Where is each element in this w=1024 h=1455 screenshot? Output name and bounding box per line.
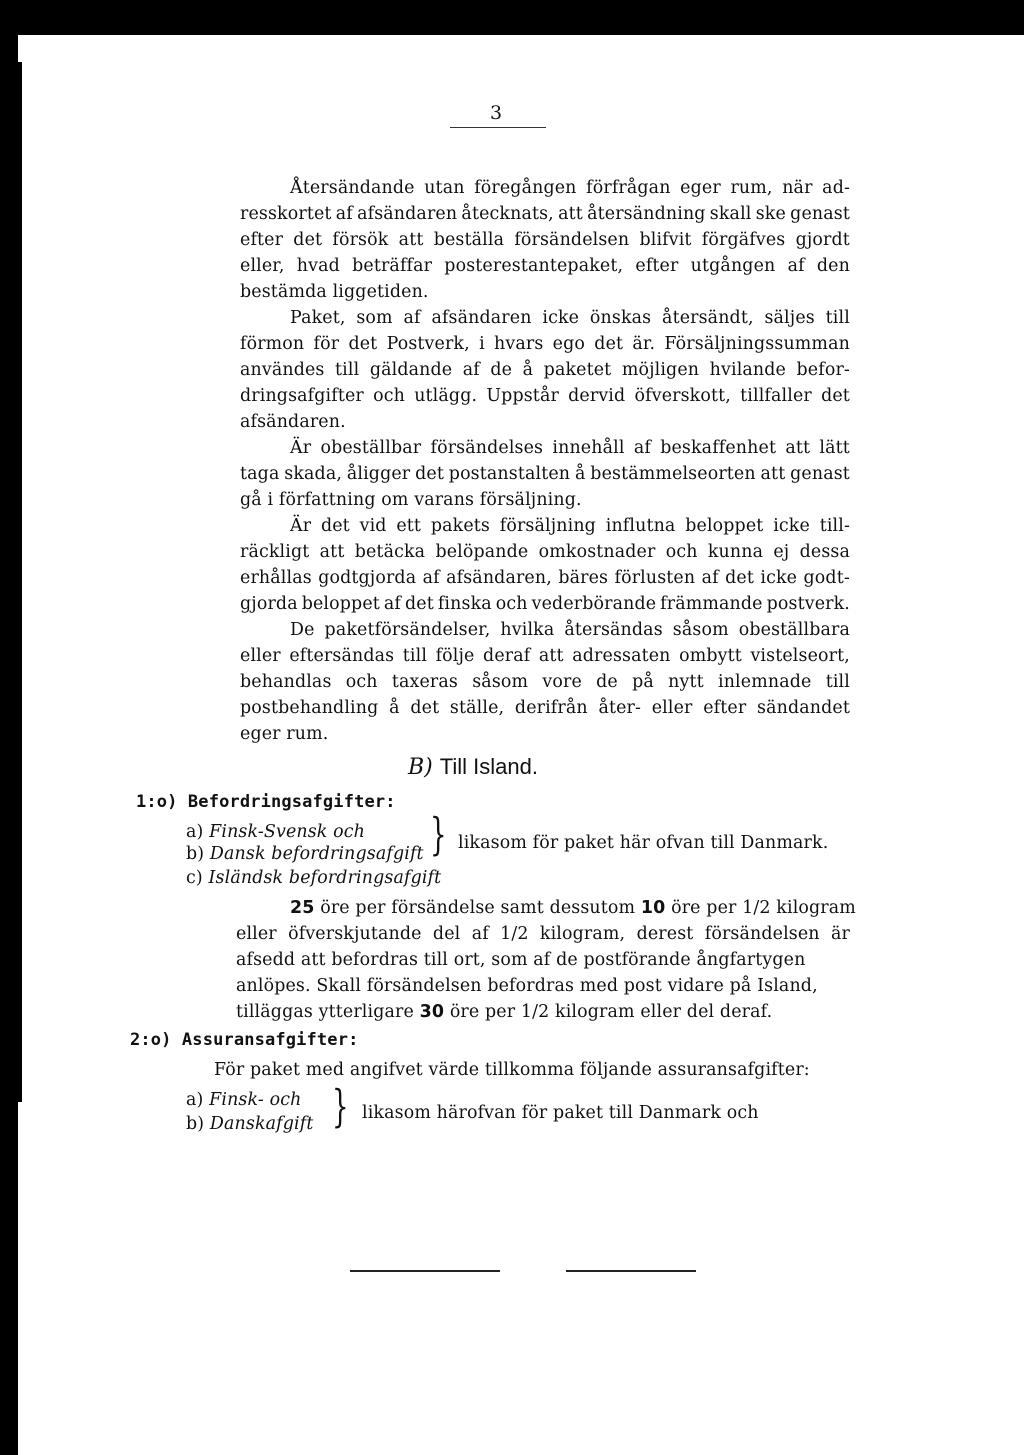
fees1-body-line2: eller öfverskjutande del af 1/2 kilogram, derest försändelsen är (236, 924, 850, 944)
word: dervid (568, 386, 626, 406)
item-letter: a) (186, 822, 204, 842)
text-line (240, 648, 850, 665)
word: öfverskott, (634, 386, 731, 406)
word: derifrån (514, 698, 588, 718)
word: ställe, (449, 698, 505, 718)
word: befor- (796, 360, 850, 380)
word: till- (819, 516, 850, 536)
word: möjligen (621, 360, 700, 380)
word: godt- (803, 568, 850, 588)
word: af (787, 256, 805, 276)
fees2-item-b (186, 1116, 313, 1133)
word: dessa (799, 542, 850, 562)
word: förgäfves (701, 230, 786, 250)
fees2-brace-note: likasom härofvan för paket till Danmark och (362, 1103, 759, 1123)
item-text: Dansk befordringsafgift (209, 844, 424, 864)
word: hvars (494, 334, 544, 354)
word: Postverk, (386, 334, 470, 354)
text-line (240, 466, 850, 483)
word: blifvit (639, 230, 692, 250)
word: utgången (690, 256, 776, 276)
item-text: Danskafgift (209, 1114, 314, 1134)
word: skall (709, 204, 752, 224)
fees1-body-line1: 25 öre per försändelse samt dessutom 10 öre per 1/2 kilogram (290, 898, 856, 918)
word: dringsafgifter (240, 386, 364, 406)
word: obeställbar (320, 438, 422, 458)
word: af (633, 438, 651, 458)
fees1-body-line4: anlöpes. Skall försändelsen befordras med post vidare på Island, (236, 976, 818, 996)
text-line (240, 674, 850, 691)
word: Paket, (290, 308, 346, 328)
word: det (594, 334, 624, 354)
word: inlemnade (718, 672, 812, 692)
word: ego (552, 334, 586, 354)
word: postanstalten (448, 464, 571, 484)
word: postbehandling (240, 698, 379, 718)
brace-icon: } (430, 810, 447, 862)
word: af (422, 568, 440, 588)
item-text: Isländsk befordringsafgift (208, 868, 442, 888)
word: betäcka (354, 542, 426, 562)
word: paketförsändelser, (324, 620, 491, 640)
text-line (290, 180, 850, 197)
word: deraf (483, 646, 531, 666)
word: afsändaren (357, 204, 458, 224)
word: de (596, 672, 618, 692)
word: det (725, 568, 754, 588)
text-line (240, 206, 850, 223)
word: afsändaren (431, 308, 532, 328)
text-line (290, 518, 850, 535)
word: adressaten (572, 646, 671, 666)
text-line (240, 362, 850, 379)
word: vistelseort, (750, 646, 850, 666)
word: Är (290, 438, 312, 458)
item-text: Finsk- och (209, 1090, 302, 1110)
word: följe (435, 646, 475, 666)
fees1-body-line5: tilläggas ytterligare 30 öre per 1/2 kilogram eller del deraf. (236, 1002, 773, 1022)
word: användes (240, 360, 325, 380)
word: såsom (672, 620, 729, 640)
text-line: bestämda liggetiden. (240, 282, 429, 302)
text-line (240, 258, 850, 275)
word: rum, (730, 178, 773, 198)
word: att (760, 464, 786, 484)
word: eller, (240, 256, 285, 276)
word: till (825, 308, 850, 328)
word: genast (790, 464, 850, 484)
word: bestämmelseorten (590, 464, 756, 484)
word: bäres (558, 568, 609, 588)
word: sändandet (757, 698, 850, 718)
word: till (402, 646, 428, 666)
item-text: Finsk-Svensk och (209, 822, 366, 842)
word: förmon (240, 334, 305, 354)
word: är. (632, 334, 656, 354)
fees2-label: 2:o) Assuransafgifter: (130, 1030, 359, 1050)
word: nytt (668, 672, 704, 692)
word: till (335, 360, 360, 380)
word: de (490, 360, 513, 380)
word: obeställbara (738, 620, 850, 640)
word: gjordt (795, 230, 850, 250)
item-letter: a) (186, 1090, 204, 1110)
word: vederbörande (531, 594, 657, 614)
word: och (345, 672, 378, 692)
word: i (479, 334, 485, 354)
word: Är (290, 516, 312, 536)
word: posterestantepaket, (444, 256, 624, 276)
section-heading (408, 754, 538, 780)
word: försök (332, 230, 389, 250)
word: föregången (474, 178, 577, 198)
word: å (522, 360, 534, 380)
word: efter (635, 256, 679, 276)
word: af (383, 594, 401, 614)
word: ske (755, 204, 786, 224)
word: ej (773, 542, 790, 562)
word: icke (773, 516, 810, 536)
word: hvilka (500, 620, 555, 640)
fees1-body-line3: afsedd att befordras till ort, som af de postförande ångfartygen (236, 950, 806, 970)
fees1-item-a (186, 824, 365, 841)
section-title: Till Island. (439, 754, 538, 779)
word: lätt (819, 438, 850, 458)
page-number-rule (450, 127, 546, 128)
word: den (816, 256, 850, 276)
word: eller (651, 698, 693, 718)
text-line (290, 622, 850, 639)
word: förlusten (614, 568, 696, 588)
word: tillfaller (740, 386, 812, 406)
word: kunna (707, 542, 764, 562)
word: främmande (660, 594, 763, 614)
word: af (403, 308, 421, 328)
word: beträffar (352, 256, 433, 276)
word: å (389, 698, 400, 718)
word: af (335, 204, 353, 224)
word: De (290, 620, 315, 640)
word: afsändaren, (446, 568, 552, 588)
word: det (348, 334, 378, 354)
word: hvilande (709, 360, 786, 380)
word: belöpande (435, 542, 529, 562)
word: det (410, 698, 440, 718)
word: ad- (822, 178, 850, 198)
word: att (319, 542, 345, 562)
fees2-intro: För paket med angifvet värde tillkomma följande assuransafgifter: (214, 1060, 810, 1080)
word: ett (396, 516, 422, 536)
bottom-rule-dash (492, 1270, 500, 1272)
word: och (495, 594, 528, 614)
item-letter: c) (186, 868, 203, 888)
word: återsändning (587, 204, 706, 224)
word: hvad (296, 256, 340, 276)
word: efter (240, 230, 284, 250)
word: beställa (433, 230, 505, 250)
word: för (313, 334, 340, 354)
word: influtna (605, 516, 676, 536)
word: af (701, 568, 719, 588)
word: godtgjorda (318, 568, 417, 588)
word: såsom (472, 672, 529, 692)
word: behandlas (240, 672, 332, 692)
word: eller (240, 646, 281, 666)
fees1-item-b (186, 846, 424, 863)
word: beloppet (301, 594, 380, 614)
item-letter: b) (186, 1114, 205, 1134)
word: efter (703, 698, 747, 718)
fees1-item-c (186, 870, 441, 887)
word: å (574, 464, 586, 484)
top-rule (18, 32, 1024, 35)
word: af (462, 360, 480, 380)
brace-icon: } (332, 1082, 349, 1134)
item-letter: b) (186, 844, 205, 864)
fees1-brace-note: likasom för paket här ofvan till Danmark. (458, 833, 829, 853)
word: eger (680, 178, 721, 198)
text-line: gå i författning om varans försäljning. (240, 490, 582, 510)
word: pakets (430, 516, 490, 536)
word: postverk. (766, 594, 850, 614)
word: på (632, 672, 654, 692)
word: återsändt, (662, 308, 754, 328)
text-line (240, 232, 850, 249)
word: gjorda (240, 594, 298, 614)
word: beskaffenhet (660, 438, 777, 458)
word: förfrågan (586, 178, 671, 198)
word: säljes (764, 308, 815, 328)
bottom-rule-left (350, 1270, 500, 1272)
word: önskas (589, 308, 652, 328)
word: Uppstår (486, 386, 559, 406)
word: ombytt (679, 646, 742, 666)
word: beloppet (685, 516, 764, 536)
word: åtecknats, (461, 204, 554, 224)
word: att (398, 230, 424, 250)
text-line (240, 570, 850, 587)
word: vore (542, 672, 582, 692)
section-letter: B) (408, 755, 433, 780)
word: utlägg. (414, 386, 478, 406)
word: det (821, 386, 850, 406)
word: försändelsen (514, 230, 630, 250)
word: taga (240, 464, 280, 484)
word: utan (424, 178, 465, 198)
word: åligger (346, 464, 411, 484)
word: eftersändas (289, 646, 395, 666)
word: det (415, 464, 444, 484)
left-scan-edge (8, 62, 22, 1102)
word: återsändas (564, 620, 663, 640)
page (18, 32, 1024, 1455)
bottom-rule-right (566, 1270, 696, 1272)
word: som (356, 308, 393, 328)
word: det (320, 516, 350, 536)
word: att (785, 438, 811, 458)
word: paketet (543, 360, 612, 380)
word: Försäljningssumman (664, 334, 850, 354)
text-line (240, 336, 850, 353)
fees2-item-a (186, 1092, 301, 1109)
word: innehåll (552, 438, 625, 458)
word: att (538, 646, 564, 666)
page-number: 3 (490, 102, 503, 124)
word: icke (542, 308, 580, 328)
text-line: eger rum. (240, 724, 329, 744)
word: det (404, 594, 434, 614)
word: det (293, 230, 323, 250)
word: gäldande (369, 360, 453, 380)
word: finska (437, 594, 492, 614)
word: försändelses (430, 438, 544, 458)
word: att (558, 204, 583, 224)
word: och (665, 542, 698, 562)
text-line (240, 388, 850, 405)
word: genast (790, 204, 850, 224)
word: Återsändande (290, 178, 415, 198)
word: räckligt (240, 542, 310, 562)
word: och (373, 386, 405, 406)
word: erhållas (240, 568, 312, 588)
word: resskortet (240, 204, 332, 224)
word: omkostnader (538, 542, 656, 562)
word: försäljning (499, 516, 596, 536)
word: vid (359, 516, 387, 536)
text-line (240, 700, 850, 717)
text-line: afsändaren. (240, 412, 346, 432)
word: taxeras (391, 672, 458, 692)
word: till (825, 672, 850, 692)
word: icke (760, 568, 798, 588)
fees1-label: 1:o) Befordringsafgifter: (136, 792, 396, 812)
text-line (290, 310, 850, 327)
text-line (240, 544, 850, 561)
text-line (240, 596, 850, 613)
word: skada, (284, 464, 343, 484)
text-line (290, 440, 850, 457)
word: åter- (598, 698, 642, 718)
word: när (782, 178, 813, 198)
